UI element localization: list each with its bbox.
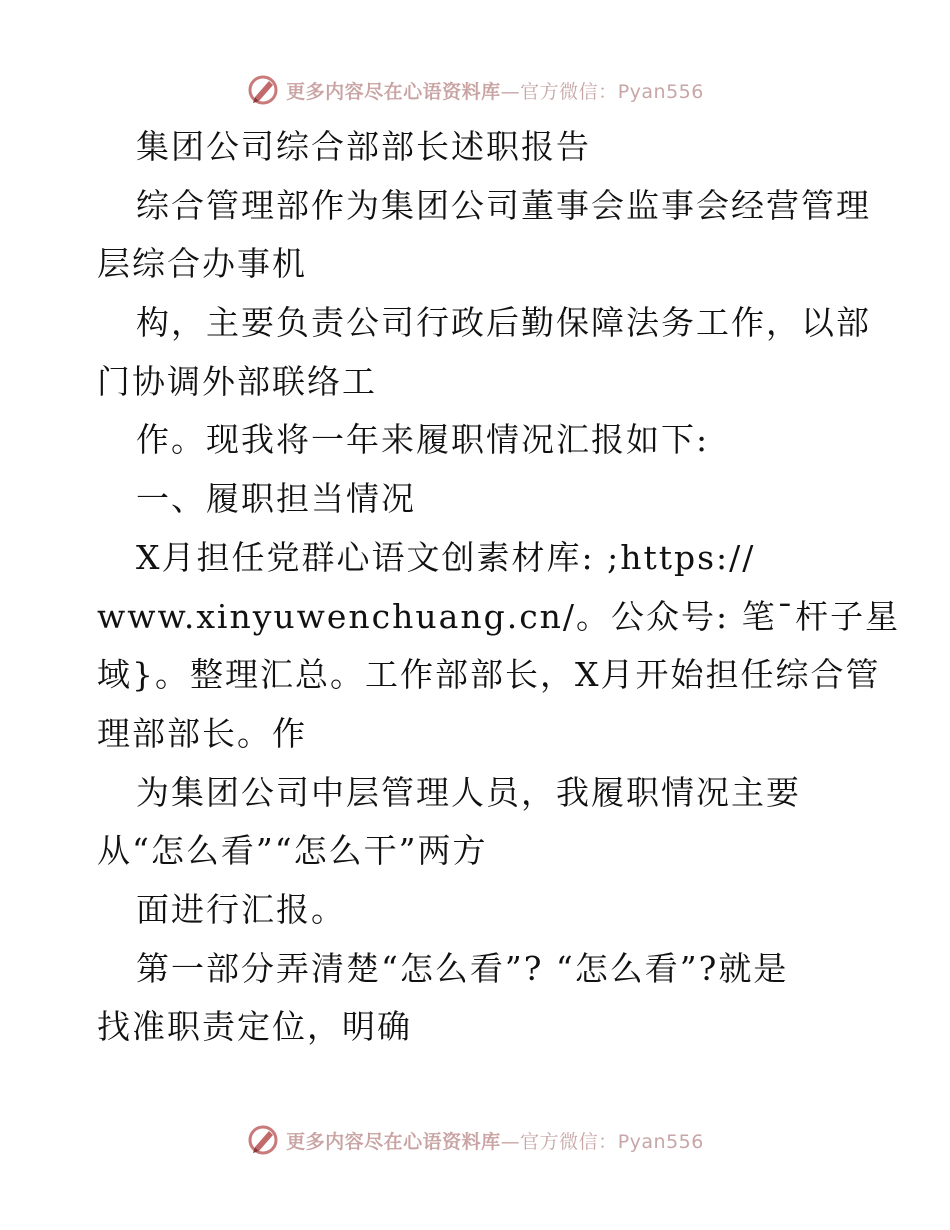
pen-logo-icon (246, 1123, 280, 1157)
banner-wechat-id: Pyan556 (617, 1130, 704, 1153)
banner-wechat-id: Pyan556 (617, 80, 704, 103)
paragraph-line: 理部部长。作 (97, 713, 307, 753)
paragraph-line: 从“怎么看”“怎么干”两方 (97, 831, 488, 871)
header-watermark-banner (0, 68, 950, 112)
paragraph-line: 面进行汇报。 (136, 889, 346, 929)
paragraph-line: 第一部分弄清楚“怎么看”? “怎么看”?就是 (136, 948, 789, 988)
banner-text (286, 77, 704, 104)
banner-separator: — (500, 80, 521, 103)
paragraph-line: 为集团公司中层管理人员，我履职情况主要 (136, 772, 801, 812)
paragraph-line: 域}。整理汇总。工作部部长，X月开始担任综合管 (97, 655, 881, 695)
paragraph-line: 门协调外部联络工 (97, 361, 377, 401)
banner-text (286, 1127, 704, 1154)
banner-brand-text: 更多内容尽在心语资料库 (286, 1130, 501, 1153)
pen-logo-icon (246, 73, 280, 107)
paragraph-line: www.xinyuwenchuang.cn/。公众号: 笔¯杆子星 (97, 596, 901, 636)
paragraph-line: 找准职责定位，明确 (97, 1007, 412, 1047)
paragraph-line: 层综合办事机 (97, 244, 307, 284)
paragraph-line: 作。现我将一年来履职情况汇报如下: (136, 420, 710, 460)
document-body (97, 118, 901, 1057)
section-heading: 一、履职担当情况 (136, 479, 416, 519)
paragraph-line: 构，主要负责公司行政后勤保障法务工作，以部 (136, 303, 871, 343)
banner-separator: — (500, 1130, 521, 1153)
banner-brand-text: 更多内容尽在心语资料库 (286, 80, 501, 103)
paragraph-line: 综合管理部作为集团公司董事会监事会经营管理 (136, 185, 871, 225)
footer-watermark-banner (0, 1118, 950, 1162)
paragraph-line: X月担任党群心语文创素材库: ;https:// (136, 537, 756, 577)
banner-wechat-label: 官方微信： (520, 80, 618, 103)
document-title: 集团公司综合部部长述职报告 (136, 127, 591, 166)
banner-wechat-label: 官方微信： (520, 1130, 618, 1153)
